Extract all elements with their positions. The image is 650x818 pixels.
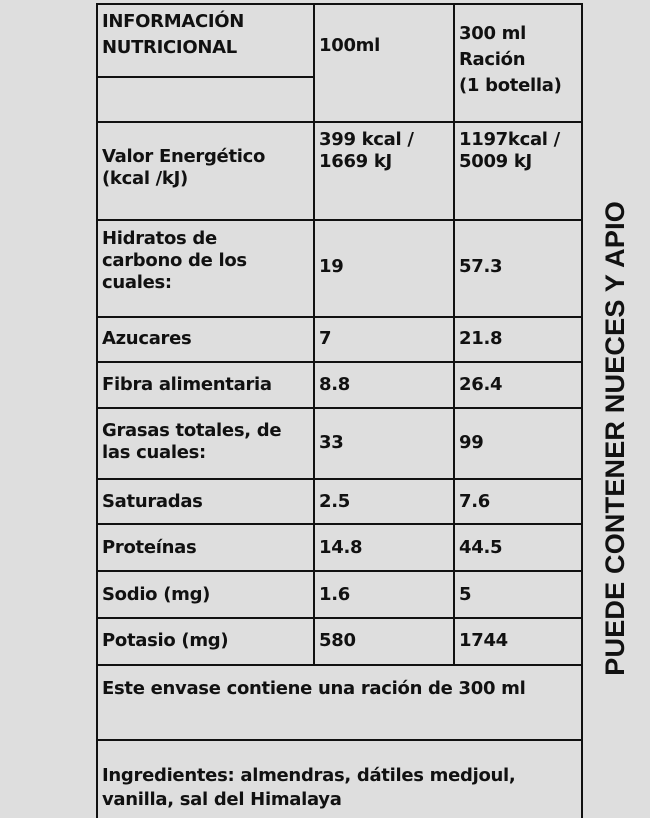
column-header-serving-line3: (1 botella) [459,75,562,96]
value-per-serving: 26.4 [459,374,503,395]
nutrient-label: Valor Energético (kcal /kJ) [102,146,266,189]
grid-line [96,219,583,221]
table-title-line1: INFORMACIÓN [102,11,245,32]
nutrient-label: Potasio (mg) [102,630,229,651]
nutrient-label: Azucares [102,328,192,349]
nutrient-label: Grasas totales, de las cuales: [102,420,282,463]
column-header-serving-line1: 300 ml [459,23,526,44]
grid-line [96,739,583,741]
grid-line [96,664,583,666]
value-per-100ml: 580 [319,630,356,651]
value-per-100ml: 19 [319,256,344,277]
grid-line [96,3,583,5]
value-per-100ml: 1.6 [319,584,350,605]
value-per-100ml: 14.8 [319,537,363,558]
grid-line [96,407,583,409]
table-title-line2: NUTRICIONAL [102,37,237,58]
ingredients-line2: vanilla, sal del Himalaya [102,789,342,810]
allergen-warning-text: PUEDE CONTENER NUECES Y APIO [599,200,630,676]
column-header-serving-line2: Ración [459,49,526,70]
grid-line [96,617,583,619]
grid-line [96,3,98,818]
nutrient-label: Hidratos de carbono de los cuales: [102,228,247,293]
allergen-warning [594,198,636,678]
grid-line [453,3,455,666]
nutrient-label: Fibra alimentaria [102,374,272,395]
ingredients-line1: Ingredientes: almendras, dátiles medjoul, [102,765,516,786]
nutrition-table [96,3,583,818]
value-per-serving: 5 [459,584,472,605]
grid-line [96,523,583,525]
grid-line [96,361,583,363]
nutrient-label: Proteínas [102,537,197,558]
value-per-serving: 44.5 [459,537,503,558]
serving-note: Este envase contiene una ración de 300 ml [102,678,526,699]
column-header-100ml: 100ml [319,35,380,56]
value-per-serving: 99 [459,432,484,453]
value-per-serving: 57.3 [459,256,503,277]
value-per-100ml: 7 [319,328,332,349]
nutrient-label: Sodio (mg) [102,584,211,605]
value-per-100ml: 8.8 [319,374,350,395]
grid-line [96,478,583,480]
value-per-100ml: 2.5 [319,491,350,512]
value-per-100ml: 33 [319,432,344,453]
value-per-serving: 1744 [459,630,508,651]
grid-line [96,570,583,572]
grid-line [313,3,315,666]
value-per-serving: 21.8 [459,328,503,349]
grid-line [581,3,583,818]
value-per-100ml: 399 kcal / 1669 kJ [319,129,414,172]
grid-line [96,121,583,123]
grid-line [96,76,315,78]
nutrient-label: Saturadas [102,491,203,512]
grid-line [96,316,583,318]
value-per-serving: 7.6 [459,491,490,512]
value-per-serving: 1197kcal / 5009 kJ [459,129,560,172]
